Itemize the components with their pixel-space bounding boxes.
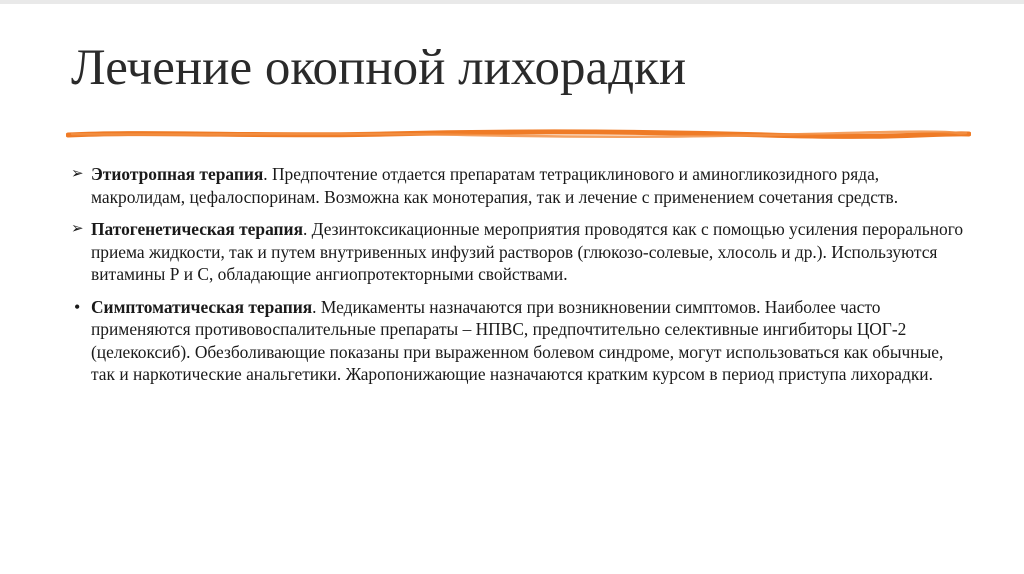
item-text: . Медикаменты назначаются при возникновении симптомов. Наиболее часто применяются противовоспалительные препараты – НПВС, предпочтительно селективные ингибиторы ЦОГ-2 (целекоксиб). Обезболивающие показаны при выраженном болевом синдроме, могут использоваться как обычные, так и наркотические анальгетики. Жаропонижающие назначаются кратким курсом в период приступа лихорадки. [91,296,944,384]
therapy-list [71,163,971,396]
list-item-pathogenetic [71,218,971,286]
item-term: Симптоматическая терапия [91,296,313,317]
list-item-etiotropic [71,163,971,208]
item-text: . Предпочтение отдается препаратам тетрациклинового и аминогликозидного ряда, макролидам, цефалоспоринам. Возможна как монотерапия, так и лечение с применением сочетания средств. [91,164,899,207]
dot-bullet-icon: • [74,296,81,317]
slide-title: Лечение окопной лихорадки [71,40,687,96]
title-divider-line [66,125,971,143]
slide-top-border [0,0,1024,4]
item-term: Патогенетическая терапия [91,219,303,239]
arrow-bullet-icon: ➢ [71,221,84,237]
list-item-symptomatic [71,296,971,386]
item-term: Этиотропная терапия [91,164,264,184]
arrow-bullet-icon: ➢ [71,166,84,182]
item-text: . Дезинтоксикационные мероприятия проводятся как с помощью усиления перорального приема жидкости, так и путем внутривенных инфузий растворов (глюкозо-солевые, хлосоль и др.). Используются витамины Р и С, обладающие ангиопротекторными свойствами. [91,219,964,284]
